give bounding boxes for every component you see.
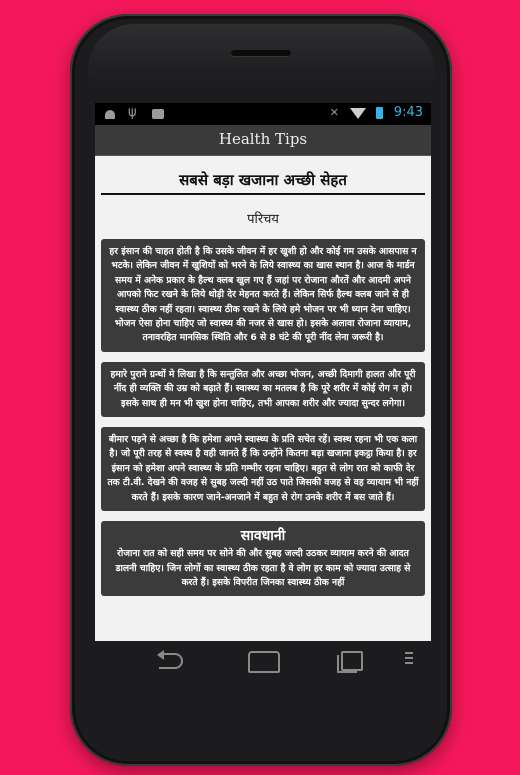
text-card [101, 427, 425, 511]
recent-apps-icon[interactable] [337, 649, 367, 673]
page-heading: सबसे बड़ा खजाना अच्छी सेहत [179, 171, 347, 189]
menu-icon[interactable] [403, 652, 415, 672]
card-text: बीमार पड़ने से अच्छा है कि हमेशा अपने स्वास्थ्य के प्रति सचेत रहें। स्वस्थ रहना भी एक कला है। जो पूरी तरह से स्वस्थ है वही जानते हैं कि उन्होंने कितना बड़ा खजाना इकट्ठा किया है। हर इंसान को हमेशा अपने स्वास्थ्य के प्रति गम्भीर रहना चाहिए। बहुत से लोग रात को काफी देर तक टी.वी. देखने की वजह से सुबह जल्दी नहीं उठ पाते जिसकी वजह से वह व्यायाम भी नहीं करते हैं। इसके कारण जाने-अनजाने में बहुत से रोग उनके शरीर में बस जाते हैं। [107, 434, 419, 503]
card-text: हमारे पुराने ग्रन्थों मे लिखा है कि सन्तुलित और अच्छा भोजन, अच्छी दिमागी हालत और पूरी नींद ही व्यक्ति की उम्र को बढ़ाते हैं। स्वास्थ्य का मतलब है कि पूरे शरीर में कोई रोग न हो। इसके साथ ही मन भी खुश होना चाहिए, तभी आपका शरीर और ज्यादा सुन्दर लगेगा। [110, 368, 416, 409]
text-card [101, 239, 425, 352]
back-icon[interactable] [157, 649, 187, 673]
device-screen [95, 103, 431, 641]
status-clock: 9:43 [393, 105, 423, 120]
navigation-bar [95, 641, 431, 683]
mute-icon [328, 106, 342, 120]
bag-icon [151, 106, 165, 120]
status-right-icons [328, 105, 423, 120]
earpiece-speaker [231, 50, 291, 56]
intro-label: परिचय [247, 212, 279, 227]
android-icon [103, 106, 117, 120]
article-scroll-area[interactable] [95, 156, 431, 641]
usb-icon [127, 106, 141, 120]
battery-icon [372, 106, 386, 120]
text-card [101, 362, 425, 417]
text-card [101, 521, 425, 596]
app-title: Health Tips [218, 130, 308, 148]
card-subtitle: सावधानी [240, 528, 286, 545]
heading-divider [101, 193, 425, 195]
card-text: हर इंसान की चाहत होती है कि उसके जीवन में हर खुशी हो और कोई गम उसके आसपास न भटके। लेकिन जीवन में खुशियों को भरने के लिये स्वास्थ्य का खास स्थान है। आज के मार्डन समय में अनेक प्रकार के हैल्थ क्लब खुल गए हैं जहां पर रोजाना औरतें और आदमी अपने आपको फिट रखने के लिये थोड़ी देर मेहनत करते हैं। लेकिन सिर्फ हैल्थ क्लब जाने से ही स्वास्थ्य ठीक नहीं रहता। स्वास्थ्य ठीक रखने के लिये हमे भोजन पर भी ध्यान देना चाहिए। भोजन ऐसा होना चाहिए जो स्वास्थ्य की नजर से खास हो। इसके अलावा रोजाना व्यायाम, तनावरहित मानसिक स्थिति और 6 से 8 घंटे की पूरी नींद लेना जरूरी है। [109, 246, 417, 344]
action-bar [95, 125, 431, 156]
status-left-icons [103, 106, 165, 120]
home-icon[interactable] [247, 649, 279, 673]
status-bar [95, 103, 431, 125]
card-text: रोजाना रात को सही समय पर सोने की और सुबह जल्दी उठकर व्यायाम करने की आदत डालनी चाहिए। जिन लोगों का स्वास्थ्य ठीक रहता है वे लोग हर काम को ज्यादा उत्साह से करते हैं। इसके विपरीत जिनका स्वास्थ्य ठीक नहीं [115, 548, 411, 588]
wifi-icon [350, 106, 364, 120]
